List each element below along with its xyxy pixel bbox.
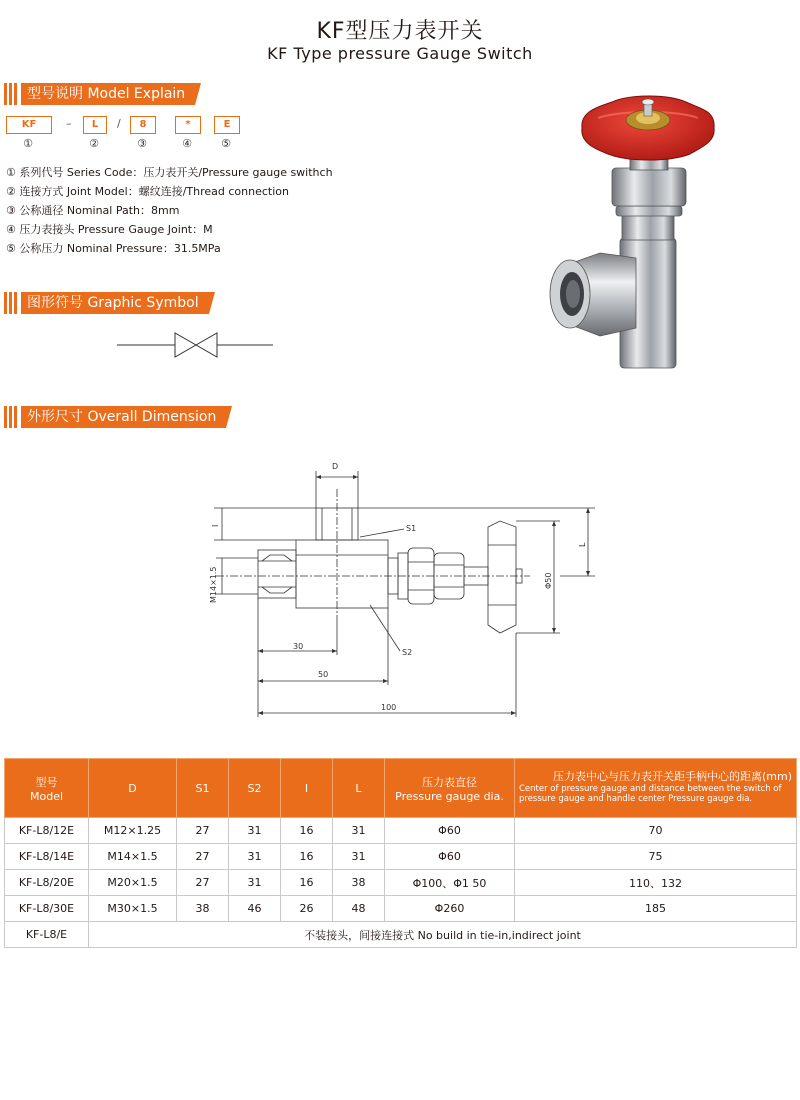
page-subtitle: KF Type pressure Gauge Switch bbox=[267, 44, 533, 63]
col-header-gauge-dia: 压力表直径 Pressure gauge dia. bbox=[385, 759, 515, 818]
cell-l: 48 bbox=[333, 896, 385, 922]
spec-line: ⑤ 公称压力 Nominal Pressure：31.5MPa bbox=[6, 242, 221, 255]
table-row bbox=[5, 844, 797, 870]
spec-table bbox=[4, 758, 797, 948]
code-box-joint: L bbox=[83, 116, 107, 134]
col-header-l: L bbox=[333, 759, 385, 818]
section-title: 型号说明 Model Explain bbox=[21, 83, 195, 105]
code-box-series: KF bbox=[6, 116, 52, 134]
dim-label-s1: S1 bbox=[406, 524, 417, 533]
cell-s1: 27 bbox=[177, 818, 229, 844]
section-title: 外形尺寸 Overall Dimension bbox=[21, 406, 226, 428]
spec-line: ④ 压力表接头 Pressure Gauge Joint：M bbox=[6, 223, 213, 236]
cell-l: 31 bbox=[333, 818, 385, 844]
dim-label-50: 50 bbox=[318, 670, 329, 679]
table-row bbox=[5, 896, 797, 922]
cell-dia: Φ100、Φ1 50 bbox=[385, 870, 515, 896]
code-box-gauge-joint: * bbox=[175, 116, 201, 134]
cell-s2: 31 bbox=[229, 844, 281, 870]
dim-label-i: I bbox=[211, 524, 220, 527]
dim-label-d: D bbox=[332, 462, 339, 471]
code-number: ④ bbox=[182, 137, 192, 150]
table-header-row bbox=[5, 759, 797, 818]
dim-label-phi: Φ50 bbox=[544, 572, 553, 589]
code-number: ② bbox=[89, 137, 99, 150]
cell-l: 31 bbox=[333, 844, 385, 870]
spec-line: ① 系列代号 Series Code：压力表开关/Pressure gauge swithch bbox=[6, 166, 333, 179]
col-header-s1: S1 bbox=[177, 759, 229, 818]
cell-dia: Φ260 bbox=[385, 896, 515, 922]
cell-dia: Φ60 bbox=[385, 844, 515, 870]
cell-i: 16 bbox=[281, 870, 333, 896]
code-separator: – bbox=[66, 117, 72, 130]
cell-center: 70 bbox=[515, 818, 797, 844]
cell-i: 26 bbox=[281, 896, 333, 922]
spec-line: ② 连接方式 Joint Model：螺纹连接/Thread connection bbox=[6, 185, 289, 198]
table-row bbox=[5, 870, 797, 896]
col-header-d: D bbox=[89, 759, 177, 818]
cell-i: 16 bbox=[281, 844, 333, 870]
stripe-decoration bbox=[4, 292, 18, 314]
cell-i: 16 bbox=[281, 818, 333, 844]
code-number: ③ bbox=[137, 137, 147, 150]
valve-graphic-symbol bbox=[115, 328, 275, 360]
cell-d: M30×1.5 bbox=[89, 896, 177, 922]
section-header-graphic-symbol bbox=[4, 292, 209, 314]
cell-center: 75 bbox=[515, 844, 797, 870]
code-box-pressure: E bbox=[214, 116, 240, 134]
cell-s2: 31 bbox=[229, 818, 281, 844]
cell-model: KF-L8/20E bbox=[5, 870, 89, 896]
table-row bbox=[5, 922, 797, 948]
section-header-model-explain bbox=[4, 83, 195, 105]
cell-d: M12×1.25 bbox=[89, 818, 177, 844]
cell-s2: 46 bbox=[229, 896, 281, 922]
cell-s1: 27 bbox=[177, 870, 229, 896]
cell-center: 110、132 bbox=[515, 870, 797, 896]
cell-s1: 27 bbox=[177, 844, 229, 870]
dim-label-l: L bbox=[578, 542, 587, 547]
dim-label-thread: M14×1.5 bbox=[209, 566, 218, 603]
code-box-path: 8 bbox=[130, 116, 156, 134]
dim-label-30: 30 bbox=[293, 642, 304, 651]
col-header-model: 型号 Model bbox=[5, 759, 89, 818]
cell-s2: 31 bbox=[229, 870, 281, 896]
col-header-i: I bbox=[281, 759, 333, 818]
dimension-drawing bbox=[0, 455, 800, 725]
col-header-s2: S2 bbox=[229, 759, 281, 818]
cell-model: KF-L8/30E bbox=[5, 896, 89, 922]
cell-model: KF-L8/12E bbox=[5, 818, 89, 844]
code-separator: / bbox=[117, 117, 121, 130]
dim-label-100: 100 bbox=[381, 703, 397, 712]
stripe-decoration bbox=[4, 83, 18, 105]
cell-model: KF-L8/E bbox=[5, 922, 89, 948]
col-header-center-distance: 压力表中心与压力表开关距手柄中心的距离(mm) Center of pressure gauge and distance between the switch of pressure gauge and handle center Pressure gauge dia. bbox=[515, 759, 797, 818]
cell-center: 185 bbox=[515, 896, 797, 922]
page-title: KF型压力表开关 bbox=[316, 19, 484, 44]
cell-dia: Φ60 bbox=[385, 818, 515, 844]
cell-d: M14×1.5 bbox=[89, 844, 177, 870]
valve-product-image bbox=[540, 88, 730, 373]
section-title: 图形符号 Graphic Symbol bbox=[21, 292, 209, 314]
table-row bbox=[5, 818, 797, 844]
spec-line: ③ 公称通径 Nominal Path：8mm bbox=[6, 204, 180, 217]
cell-l: 38 bbox=[333, 870, 385, 896]
section-header-overall-dimension bbox=[4, 406, 226, 428]
cell-note: 不装接头，间接连接式 No build in tie-in,indirect joint bbox=[89, 922, 797, 948]
cell-model: KF-L8/14E bbox=[5, 844, 89, 870]
cell-s1: 38 bbox=[177, 896, 229, 922]
stripe-decoration bbox=[4, 406, 18, 428]
cell-d: M20×1.5 bbox=[89, 870, 177, 896]
code-number: ① bbox=[23, 137, 33, 150]
dim-label-s2: S2 bbox=[402, 648, 413, 657]
code-number: ⑤ bbox=[221, 137, 231, 150]
